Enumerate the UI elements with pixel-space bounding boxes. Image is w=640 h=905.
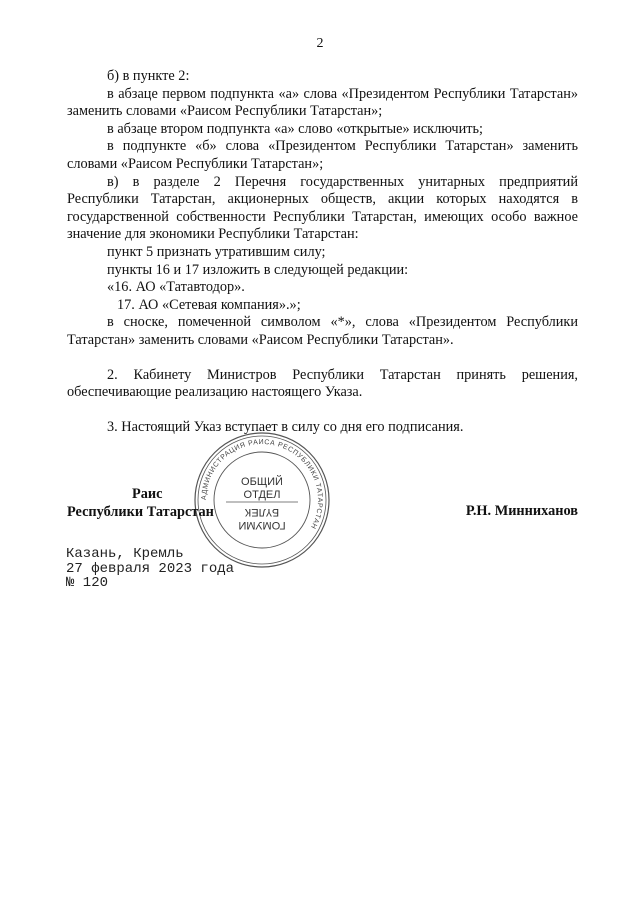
- stamp-line3: ГОМУМИ: [238, 519, 286, 531]
- stamp-line2: ОТДЕЛ: [243, 489, 281, 501]
- paragraph-b-first-abzac: в абзаце первом подпункта «а» слова «Президентом Республики Татарстан» заменить словами «Раисом Республики Татарстан»;: [67, 85, 578, 120]
- stamp-line4: БҮЛЕК: [244, 506, 280, 518]
- signatory-name: Р.Н. Минниханов: [465, 503, 578, 519]
- paragraph-footnote: в сноске, помеченной символом «*», слова «Президентом Республики Татарстан» заменить словами «Раисом Республики Татарстан».: [67, 314, 578, 348]
- signatory-title-line1: Раис: [132, 486, 163, 502]
- paragraph-point3: 3. Настоящий Указ вступает в силу со дня его подписания.: [107, 418, 464, 435]
- paragraph-item5: пункт 5 признать утратившим силу;: [107, 243, 326, 260]
- stamp-line1: ОБЩИЙ: [241, 476, 283, 488]
- paragraph-b-second-abzac: в абзаце втором подпункта «а» слово «открытые» исключить;: [107, 120, 483, 137]
- signatory-title: [67, 485, 214, 521]
- document-body: [67, 68, 578, 436]
- footer-date: 27 февраля 2023 года: [66, 560, 235, 577]
- paragraph-b-intro: б) в пункте 2:: [107, 68, 190, 84]
- paragraph-point2: 2. Кабинету Министров Республики Татарстан принять решения, обеспечивающие реализацию настоящего Указа.: [67, 366, 578, 401]
- document-footer: [66, 547, 234, 591]
- paragraph-v-section: в) в разделе 2 Перечня государственных унитарных предприятий Республики Татарстан, акционерных обществ, акции которых находятся в государственной собственности Республики Татарстан, имеющих особо важное значение для экономики Республики Татарстан:: [67, 173, 578, 243]
- signatory-title-line2: Республики Татарстан: [67, 504, 214, 520]
- page-number: 2: [316, 36, 324, 51]
- paragraph-b-podpunkt: в подпункте «б» слова «Президентом Республики Татарстан» заменить словами «Раисом Республики Татарстан»;: [67, 138, 578, 172]
- paragraph-item17: 17. АО «Сетевая компания».»;: [117, 296, 301, 313]
- stamp-outer-text: АДМИНИСТРАЦИЯ РАИСА РЕСПУБЛИКИ ТАТАРСТАН: [200, 438, 324, 531]
- footer-number: № 120: [66, 575, 109, 591]
- footer-place: Казань, Кремль: [66, 546, 184, 562]
- paragraph-item16: «16. АО «Татавтодор».: [107, 279, 245, 296]
- paragraph-items16-17: пункты 16 и 17 изложить в следующей редакции:: [107, 261, 409, 278]
